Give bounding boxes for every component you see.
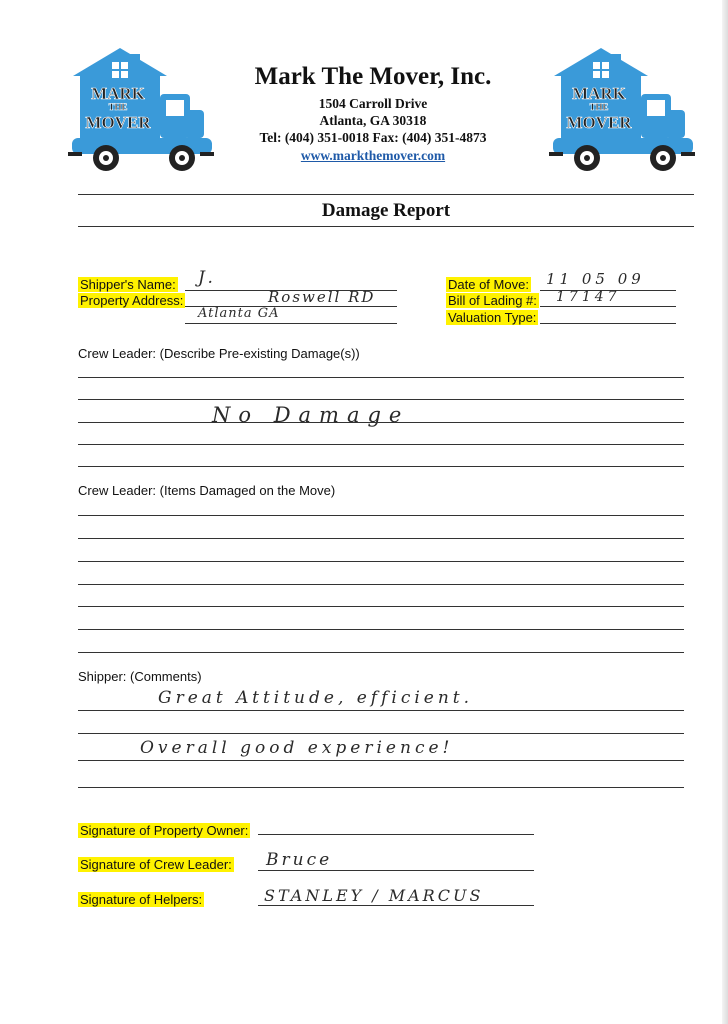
pre-existing-line bbox=[78, 377, 684, 378]
pre-existing-label: Crew Leader: (Describe Pre-existing Damage(s)) bbox=[78, 346, 360, 361]
helpers-signature-value: STANLEY / MARCUS bbox=[264, 886, 484, 905]
company-street: 1504 Carroll Drive bbox=[318, 96, 428, 111]
crew-leader-signature-line bbox=[258, 870, 534, 871]
pre-existing-value: No Damage bbox=[212, 403, 410, 427]
company-logo-left bbox=[68, 46, 218, 176]
address-line1-value: Roswell RD bbox=[268, 288, 376, 306]
address-line2-rule bbox=[185, 323, 397, 324]
svg-text:MARK: MARK bbox=[91, 84, 145, 103]
items-damaged-line bbox=[78, 538, 684, 539]
items-damaged-line bbox=[78, 629, 684, 630]
owner-signature-label: Signature of Property Owner: bbox=[80, 823, 249, 838]
report-title: Damage Report bbox=[321, 200, 451, 221]
bill-of-lading-label: Bill of Lading #: bbox=[448, 293, 537, 308]
owner-signature-line bbox=[258, 834, 534, 835]
pre-existing-line bbox=[78, 466, 684, 467]
valuation-type-line bbox=[540, 323, 676, 324]
comments-line bbox=[78, 710, 684, 711]
date-of-move-label: Date of Move: bbox=[448, 277, 529, 292]
house-truck-icon bbox=[549, 48, 695, 171]
svg-text:MOVER: MOVER bbox=[566, 113, 632, 132]
company-phone: Tel: (404) 351-0018 Fax: (404) 351-4873 bbox=[259, 130, 487, 145]
crew-leader-signature-label: Signature of Crew Leader: bbox=[80, 857, 232, 872]
company-website-link[interactable]: www.markthemover.com bbox=[300, 148, 446, 163]
shipper-name-value: J. bbox=[198, 268, 217, 288]
svg-text:MARK: MARK bbox=[572, 84, 626, 103]
pre-existing-line bbox=[78, 422, 684, 423]
comments-line bbox=[78, 733, 684, 734]
items-damaged-line bbox=[78, 584, 684, 585]
shipper-name-label: Shipper's Name: bbox=[80, 277, 176, 292]
comment-line1-value: Great Attitude, efficient. bbox=[158, 688, 474, 708]
svg-text:THE: THE bbox=[108, 102, 128, 112]
house-truck-icon bbox=[68, 48, 214, 171]
scan-edge-shadow bbox=[722, 0, 728, 1024]
crew-leader-signature-value: Bruce bbox=[266, 850, 333, 870]
pre-existing-line bbox=[78, 399, 684, 400]
pre-existing-line bbox=[78, 444, 684, 445]
company-city: Atlanta, GA 30318 bbox=[319, 113, 427, 128]
bill-of-lading-value: 17147 bbox=[556, 289, 621, 305]
items-damaged-line bbox=[78, 606, 684, 607]
title-top-rule bbox=[78, 194, 694, 195]
comment-line2-value: Overall good experience! bbox=[140, 738, 454, 758]
address-line2-value: Atlanta GA bbox=[198, 306, 280, 321]
title-bottom-rule bbox=[78, 226, 694, 227]
svg-text:THE: THE bbox=[589, 102, 609, 112]
bill-of-lading-line bbox=[540, 306, 676, 307]
valuation-type-label: Valuation Type: bbox=[448, 310, 537, 325]
property-address-label: Property Address: bbox=[80, 293, 184, 308]
comments-line bbox=[78, 760, 684, 761]
items-damaged-label: Crew Leader: (Items Damaged on the Move) bbox=[78, 483, 336, 498]
comments-line bbox=[78, 787, 684, 788]
company-name: Mark The Mover, Inc. bbox=[254, 63, 492, 90]
items-damaged-line bbox=[78, 652, 684, 653]
date-of-move-value: 11 05 09 bbox=[546, 270, 645, 288]
helpers-signature-label: Signature of Helpers: bbox=[80, 892, 203, 907]
items-damaged-line bbox=[78, 515, 684, 516]
company-logo-right bbox=[549, 46, 699, 176]
items-damaged-line bbox=[78, 561, 684, 562]
shipper-comments-label: Shipper: (Comments) bbox=[78, 669, 202, 684]
svg-text:MOVER: MOVER bbox=[85, 113, 151, 132]
helpers-signature-line bbox=[258, 905, 534, 906]
